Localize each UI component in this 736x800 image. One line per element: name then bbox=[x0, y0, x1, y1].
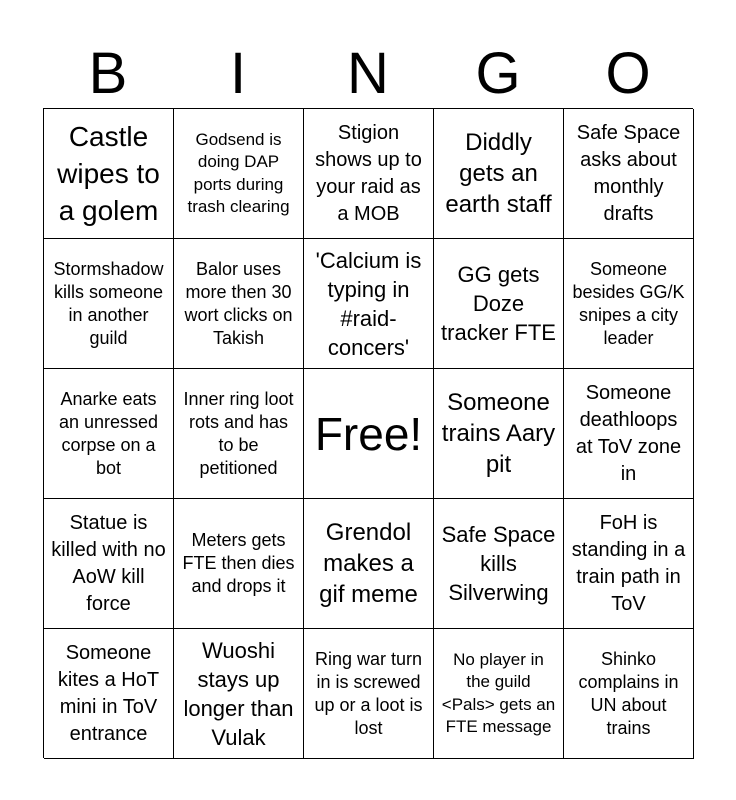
cell-text: Inner ring loot rots and has to be petitioned bbox=[183, 388, 294, 478]
bingo-cell-r2-c2[interactable] bbox=[174, 239, 304, 369]
bingo-cell-free[interactable] bbox=[304, 369, 434, 499]
bingo-cell-r1-c4[interactable] bbox=[434, 109, 564, 239]
bingo-cell-r4-c3[interactable] bbox=[304, 499, 434, 629]
header-letter-b: B bbox=[88, 41, 128, 106]
cell-text: Balor uses more then 30 wort clicks on Takish bbox=[184, 258, 293, 348]
cell-text: Statue is killed with no AoW kill force bbox=[51, 511, 166, 615]
bingo-cell-r1-c3[interactable] bbox=[304, 109, 434, 239]
bingo-cell-r1-c5[interactable] bbox=[564, 109, 694, 239]
cell-text: Grendol makes a gif meme bbox=[319, 519, 418, 608]
cell-text: Shinko complains in UN about trains bbox=[578, 648, 679, 738]
bingo-board bbox=[43, 108, 693, 758]
cell-text: FoH is standing in a train path in ToV bbox=[571, 511, 686, 615]
cell-text: Someone kites a HoT mini in ToV entrance bbox=[57, 641, 160, 745]
bingo-cell-r4-c5[interactable] bbox=[564, 499, 694, 629]
cell-text: 'Calcium is typing in #raid-concers' bbox=[315, 247, 422, 360]
cell-text: Godsend is doing DAP ports during trash clearing bbox=[187, 129, 290, 216]
cell-text: Safe Space asks about monthly drafts bbox=[576, 121, 681, 225]
free-space-text: Free! bbox=[314, 407, 423, 460]
bingo-cell-r5-c3[interactable] bbox=[304, 629, 434, 759]
cell-text: GG gets Doze tracker FTE bbox=[441, 262, 556, 345]
bingo-cell-r1-c1[interactable] bbox=[44, 109, 174, 239]
cell-text: Someone trains Aary pit bbox=[441, 389, 556, 478]
header-letter-o: O bbox=[605, 41, 651, 106]
header-letter-g: G bbox=[475, 41, 521, 106]
header-letter-i: I bbox=[229, 41, 247, 106]
bingo-cell-r5-c5[interactable] bbox=[564, 629, 694, 759]
bingo-cell-r3-c5[interactable] bbox=[564, 369, 694, 499]
cell-text: No player in the guild <Pals> gets an FTE message bbox=[441, 649, 556, 736]
bingo-cell-r5-c4[interactable] bbox=[434, 629, 564, 759]
bingo-cell-r5-c1[interactable] bbox=[44, 629, 174, 759]
bingo-cell-r2-c3[interactable] bbox=[304, 239, 434, 369]
cell-text: Diddly gets an earth staff bbox=[445, 129, 552, 218]
cell-text: Someone besides GG/K snipes a city leader bbox=[572, 258, 685, 348]
cell-text: Meters gets FTE then dies and drops it bbox=[182, 530, 295, 596]
cell-text: Castle wipes to a golem bbox=[57, 121, 160, 226]
cell-text: Someone deathloops at ToV zone in bbox=[575, 381, 682, 485]
bingo-cell-r4-c4[interactable] bbox=[434, 499, 564, 629]
cell-text: Stormshadow kills someone in another guild bbox=[53, 258, 164, 348]
cell-text: Stigion shows up to your raid as a MOB bbox=[315, 121, 422, 225]
bingo-cell-r1-c2[interactable] bbox=[174, 109, 304, 239]
bingo-cell-r3-c2[interactable] bbox=[174, 369, 304, 499]
bingo-cell-r2-c4[interactable] bbox=[434, 239, 564, 369]
bingo-header bbox=[43, 40, 693, 108]
cell-text: Safe Space kills Silverwing bbox=[441, 522, 556, 605]
bingo-cell-r4-c1[interactable] bbox=[44, 499, 174, 629]
bingo-cell-r3-c1[interactable] bbox=[44, 369, 174, 499]
bingo-cell-r2-c1[interactable] bbox=[44, 239, 174, 369]
bingo-cell-r2-c5[interactable] bbox=[564, 239, 694, 369]
header-letter-n: N bbox=[347, 41, 389, 106]
cell-text: Anarke eats an unressed corpse on a bot bbox=[58, 388, 159, 478]
cell-text: Wuoshi stays up longer than Vulak bbox=[183, 637, 294, 750]
bingo-cell-r3-c4[interactable] bbox=[434, 369, 564, 499]
bingo-cell-r4-c2[interactable] bbox=[174, 499, 304, 629]
bingo-cell-r5-c2[interactable] bbox=[174, 629, 304, 759]
cell-text: Ring war turn in is screwed up or a loot is lost bbox=[314, 648, 423, 738]
